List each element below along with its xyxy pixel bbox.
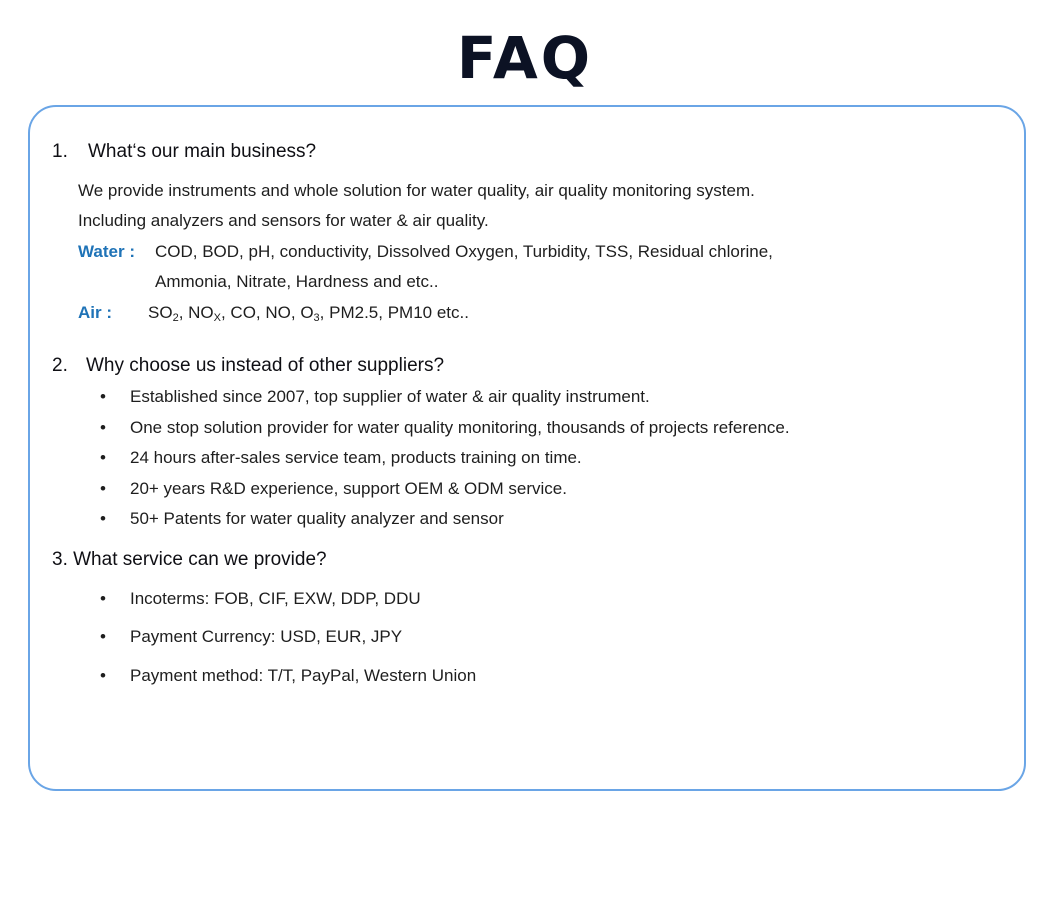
water-text-2: Ammonia, Nitrate, Hardness and etc.. bbox=[155, 272, 439, 291]
q2-bullet-2 bbox=[100, 418, 790, 438]
air-text bbox=[148, 303, 469, 324]
bullet-dot: • bbox=[100, 589, 106, 608]
question-3-title: 3. What service can we provide? bbox=[52, 549, 327, 570]
question-2-title: Why choose us instead of other suppliers? bbox=[86, 355, 445, 376]
bullet-text: Payment Currency: USD, EUR, JPY bbox=[130, 627, 403, 646]
air-o-sub: 3 bbox=[313, 312, 320, 324]
air-no-sub: X bbox=[213, 312, 221, 324]
bullet-dot: • bbox=[100, 627, 106, 646]
air-so: SO bbox=[148, 303, 173, 322]
q3-bullet-2 bbox=[100, 627, 402, 647]
question-2 bbox=[52, 355, 444, 377]
bullet-text: Payment method: T/T, PayPal, Western Union bbox=[130, 666, 477, 685]
bullet-text: 24 hours after-sales service team, products training on time. bbox=[130, 448, 582, 467]
bullet-dot: • bbox=[100, 479, 106, 498]
question-2-number: 2. bbox=[52, 355, 68, 376]
bullet-text: One stop solution provider for water quality monitoring, thousands of projects reference. bbox=[130, 418, 790, 437]
air-label: Air : bbox=[78, 303, 112, 322]
bullet-text: 20+ years R&D experience, support OEM & ODM service. bbox=[130, 479, 567, 498]
bullet-dot: • bbox=[100, 418, 106, 437]
air-sep-1: , NO bbox=[178, 303, 214, 322]
bullet-dot: • bbox=[100, 509, 106, 528]
page-title: FAQ bbox=[456, 24, 594, 92]
q3-bullet-1 bbox=[100, 589, 421, 609]
bullet-text: Incoterms: FOB, CIF, EXW, DDP, DDU bbox=[130, 589, 421, 608]
question-1-title: What‘s our main business? bbox=[88, 141, 317, 162]
q2-bullet-4 bbox=[100, 479, 567, 499]
water-label: Water : bbox=[78, 242, 135, 261]
water-text-1: COD, BOD, pH, conductivity, Dissolved Oxygen, Turbidity, TSS, Residual chlorine, bbox=[155, 242, 773, 261]
air-rest: , PM2.5, PM10 etc.. bbox=[319, 303, 469, 322]
q2-bullet-1 bbox=[100, 387, 650, 407]
question-1-number: 1. bbox=[52, 141, 68, 162]
bullet-dot: • bbox=[100, 666, 106, 685]
bullet-text: Established since 2007, top supplier of water & air quality instrument. bbox=[130, 387, 650, 406]
air-sep-2: , CO, NO, O bbox=[220, 303, 314, 322]
bullet-text: 50+ Patents for water quality analyzer and sensor bbox=[130, 509, 504, 528]
q2-bullet-3 bbox=[100, 448, 582, 468]
bullet-dot: • bbox=[100, 387, 106, 406]
question-1 bbox=[52, 141, 316, 163]
air-so-sub: 2 bbox=[172, 312, 179, 324]
q2-bullet-5 bbox=[100, 509, 504, 529]
q3-bullet-3 bbox=[100, 666, 476, 686]
q1-line-1: We provide instruments and whole solution for water quality, air quality monitoring system. bbox=[78, 181, 755, 200]
q1-line-2: Including analyzers and sensors for water & air quality. bbox=[78, 211, 489, 230]
bullet-dot: • bbox=[100, 448, 106, 467]
